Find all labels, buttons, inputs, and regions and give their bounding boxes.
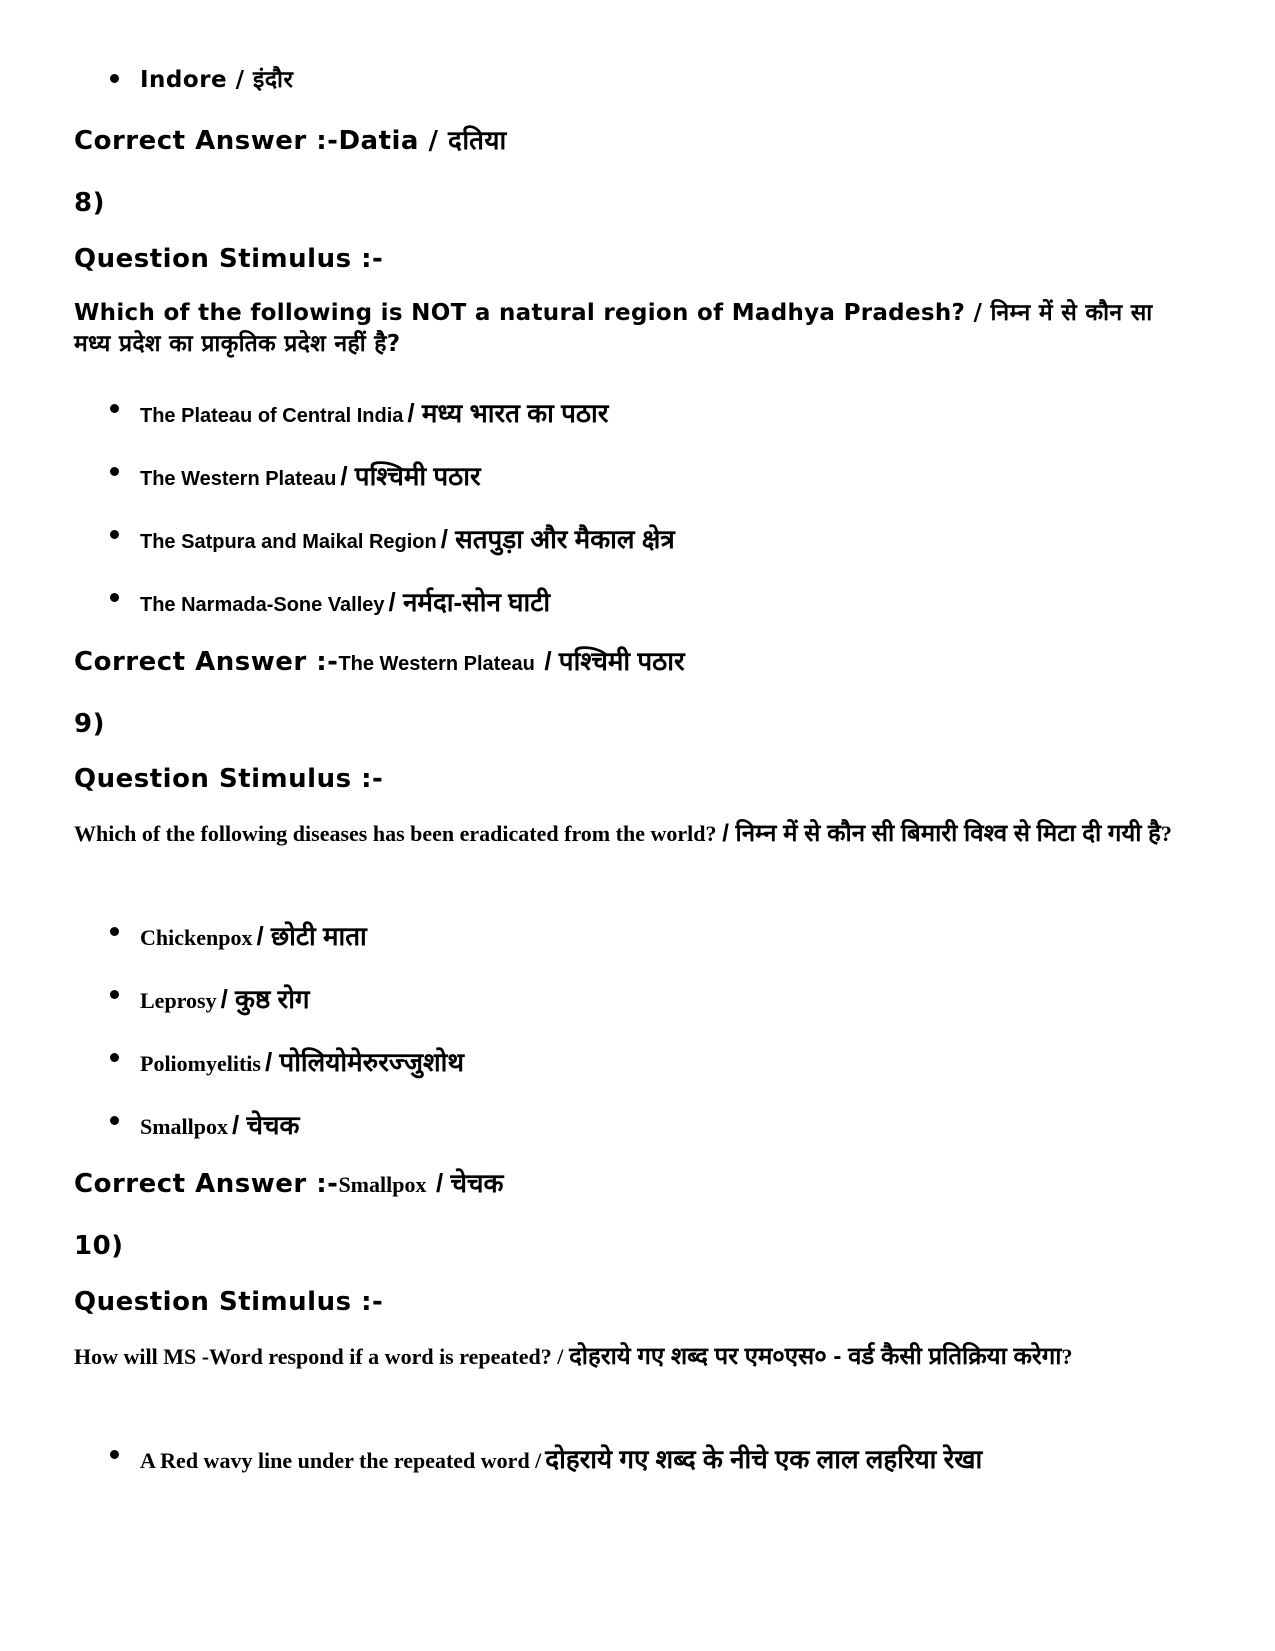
correct-answer [74,642,1195,678]
correct-answer-label: Correct Answer :- [74,126,339,156]
bullet-icon [110,990,119,999]
bullet-icon [110,1116,119,1125]
option-item [110,1438,1195,1474]
correct-answer-value-en: The Western Plateau [338,653,535,675]
option-text-hi: / पश्चिमी पठार [340,461,481,491]
option-text-en: Smallpox [140,1114,229,1139]
option-text-en: The Satpura and Maikal Region [140,531,437,553]
question-text-en: How will MS -Word respond if a word is repeated? / [74,1344,564,1369]
option-text-hi: / सतपुड़ा और मैकाल क्षेत्र [440,524,675,554]
option-text-en: Chickenpox [140,925,253,950]
bullet-icon [110,1053,119,1062]
question-stimulus-label: Question Stimulus :- [74,244,384,274]
option-item [110,392,1195,428]
option-text-hi: / कुष्ठ रोग [220,984,310,1014]
question-text [74,1341,1195,1372]
option-item [110,455,1195,491]
question-text [74,818,1195,849]
question-stimulus-label: Question Stimulus :- [74,764,384,794]
question-text-end: ? [1061,1344,1073,1369]
option-item [110,518,1195,554]
bullet-icon [110,927,119,936]
option-text-hi: / नर्मदा-सोन घाटी [388,587,551,617]
question-text: Which of the following is NOT a natural region of Madhya Pradesh? / निम्न में से कौन सा मध्य प्रदेश का प्राकृतिक प्रदेश नहीं है? [74,300,1153,357]
question-text-hi: दोहराये गए शब्द पर एम०एस० - वर्ड कैसी प्रतिक्रिया करेगा [569,1343,1062,1370]
bullet-icon [110,1450,119,1459]
option-text-en: Poliomyelitis [140,1051,261,1076]
option-text-en: The Western Plateau [140,468,337,490]
correct-answer-label: Correct Answer :- [74,1169,339,1199]
question-number: 10) [74,1231,124,1261]
bullet-icon [110,467,119,476]
option-item [110,581,1195,617]
correct-answer [74,121,1195,157]
correct-answer-label: Correct Answer :- [74,647,339,677]
correct-answer-value-hi: / पश्चिमी पठार [544,646,685,676]
question-text-en: Which of the following diseases has been eradicated from the world? [74,821,717,846]
question-text-hi: / निम्न में से कौन सी बिमारी विश्व से मिटा दी गयी है [722,820,1161,847]
bullet-icon [110,593,119,602]
option-text-en: A Red wavy line under the repeated word / [140,1448,542,1473]
option-item [110,915,1195,951]
question-number: 8) [74,188,105,218]
question-stimulus-label: Question Stimulus :- [74,1287,384,1317]
correct-answer-value-hi: / चेचक [436,1168,504,1198]
option-text-hi: / छोटी माता [256,921,367,951]
option-text-hi: / चेचक [232,1110,300,1140]
option-text-en: Leprosy [140,988,217,1013]
option-text-hi: दोहराये गए शब्द के नीचे एक लाल लहरिया रेखा [545,1444,983,1474]
option-item [110,978,1195,1014]
question-number: 9) [74,709,105,739]
option-text-en: The Narmada-Sone Valley [140,594,385,616]
option-item [110,62,1195,94]
bullet-icon [110,404,119,413]
option-text-hi: / पोलियोमेरुरज्जुशोथ [264,1047,465,1077]
correct-answer-value: Datia / दतिया [338,126,507,156]
question-text-end: ? [1160,821,1172,846]
option-text: Indore / इंदौर [140,67,294,93]
option-text-hi: / मध्य भारत का पठार [407,398,609,428]
bullet-icon [110,74,119,83]
option-item [110,1104,1195,1140]
correct-answer-value-en: Smallpox [338,1172,427,1197]
option-item [110,1041,1195,1077]
option-text-en: The Plateau of Central India [140,405,404,427]
bullet-icon [110,530,119,539]
correct-answer [74,1164,1195,1200]
